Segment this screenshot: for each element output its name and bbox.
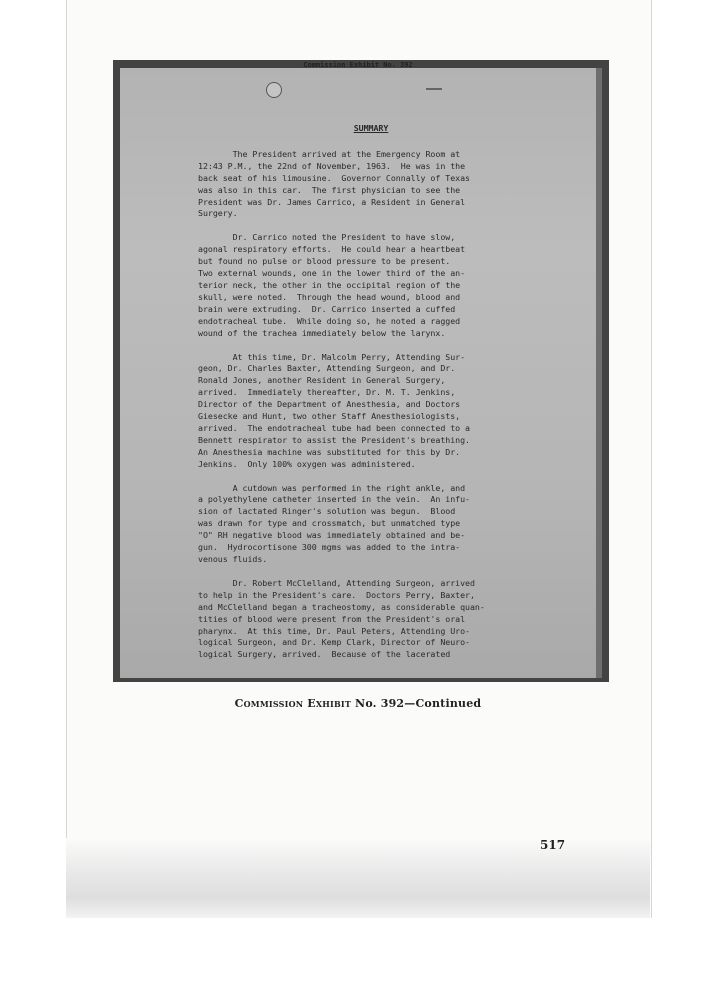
paper-mark [426,88,442,94]
summary-heading: SUMMARY [353,123,389,133]
paragraph: Dr. Robert McClelland, Attending Surgeon, arrived to help in the President's care. Doctors Perry, Baxter, and McClelland began a tracheostomy, as considerable quan- tities of blood were present from the President's oral pharynx. At this time, Dr. Paul Peters, Attending Uro- logical Surgeon, and Dr. Kemp Clark, Director of Neuro- logical Surgery, arrived. Because of the lacerated [198,577,485,660]
paragraph: A cutdown was performed in the right ankle, and a polyethylene catheter inserted in the vein. An infu- sion of lactated Ringer's solution was begun. Blood was drawn for type and crossmatch, but unmatched type "O" RH negative blood was immediately obtained and be- gun. Hydrocortisone 300 mgms was added to the intra- venous fluids. [198,482,470,564]
exhibit-photograph [113,60,609,682]
page-number: 517 [540,838,566,852]
paragraph: The President arrived at the Emergency Room at 12:43 P.M., the 22nd of November, 1963. He was in the back seat of his limousine. Governor Connally of Texas was also in this car. The first physician to see the President was Dr. James Carrico, a Resident in General Surgery. [198,148,470,219]
caption-prefix: Commission Exhibit [234,697,352,710]
caption-suffix: No. 392—Continued [351,697,482,710]
paragraph: Dr. Carrico noted the President to have slow, agonal respiratory efforts. He could hear a heartbeat but found no pulse or blood pressure to be present. Two external wounds, one in the lower third of the an- terior neck, the other in the occipital region of the skull, were noted. Through the head wound, blood and brain were extruding. Dr. Carrico inserted a cuffed endotracheal tube. While doing so, he noted a ragged wound of the trachea immediately below the larynx. [198,232,466,338]
typed-text [198,123,514,673]
punch-hole [266,82,282,98]
exhibit-caption [0,697,716,710]
typewritten-sheet [120,61,602,678]
exhibit-stamp: Commission Exhibit No. 392 [303,61,413,69]
paragraph: At this time, Dr. Malcolm Perry, Attending Sur- geon, Dr. Charles Baxter, Attending Surgeon, and Dr. Ronald Jones, another Resident in General Surgery, arrived. Immediately thereafter, Dr. M. T. Jenkins, Director of the Department of Anesthesia, and Doctors Giesecke and Hunt, two other Staff Anesthesiologists, arrived. The endotracheal tube had been connected to a Bennett respirator to assist the President's breathing. An Anesthesia machine was substituted for this by Dr. Jenkins. Only 100% oxygen was administered. [198,351,470,469]
